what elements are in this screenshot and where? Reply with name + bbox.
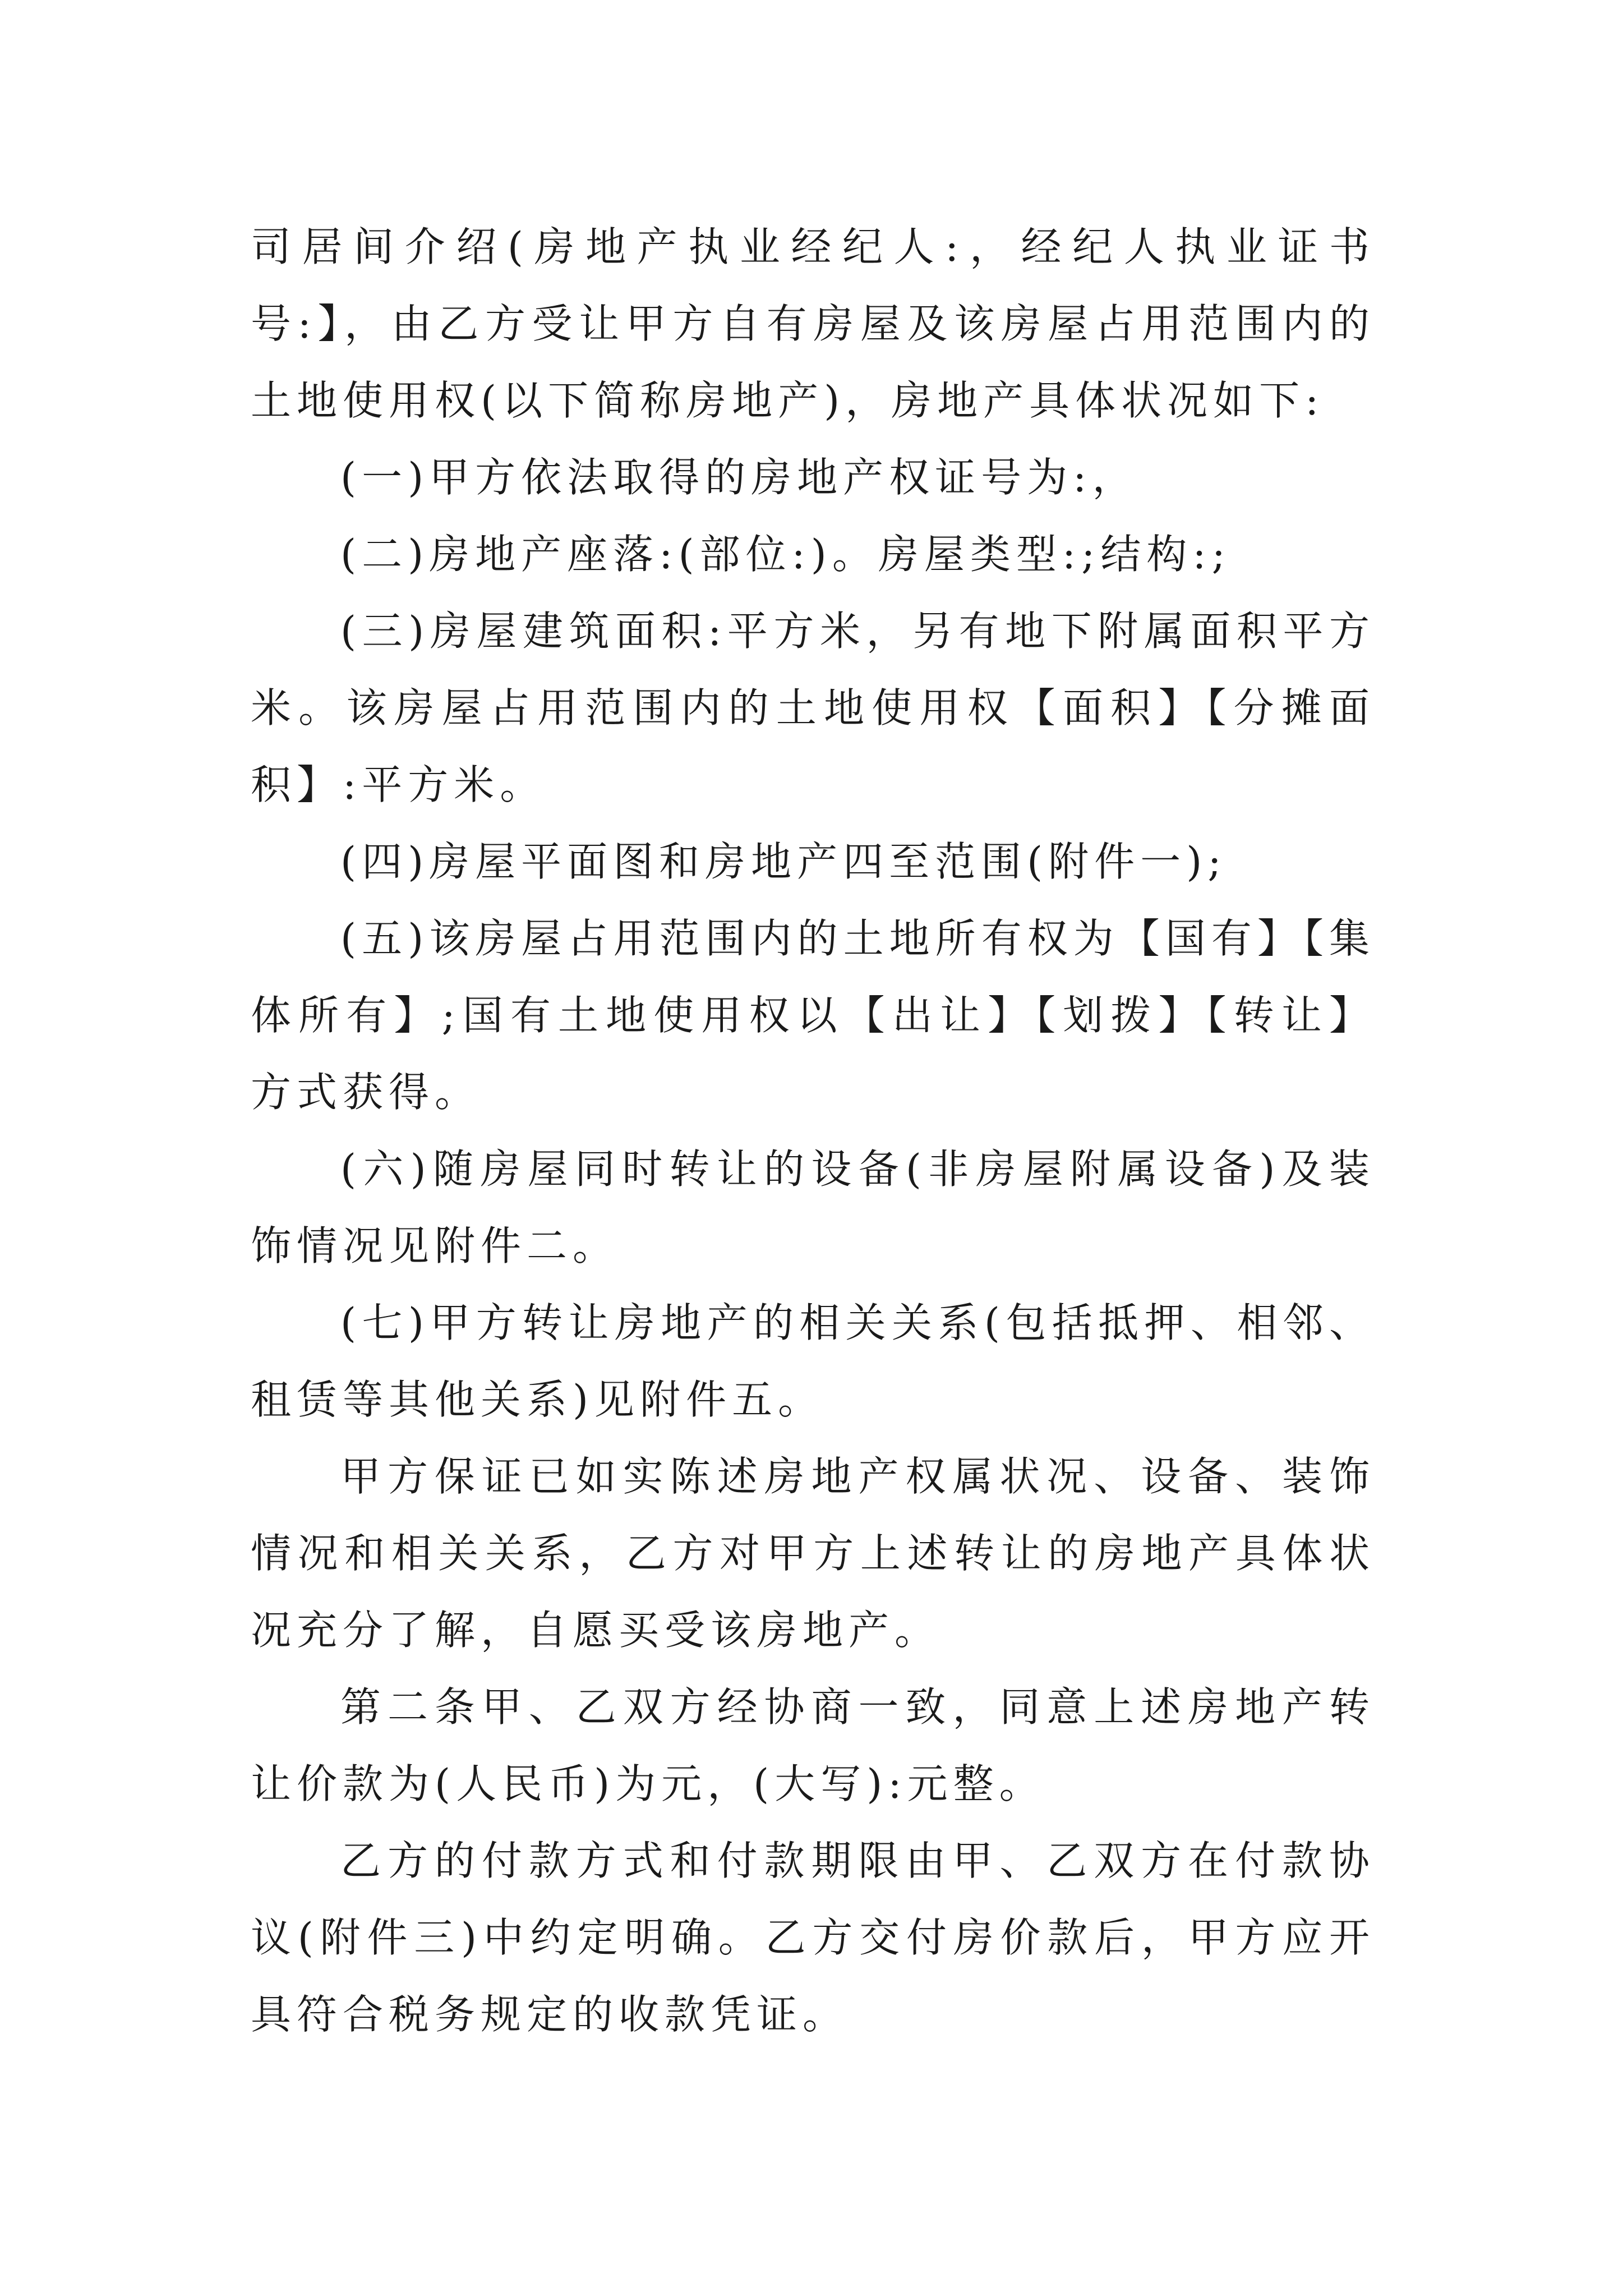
paragraph-item-4: (四)房屋平面图和房地产四至范围(附件一); <box>340 838 1227 885</box>
paragraph-item-1: (一)甲方依法取得的房地产权证号为:， <box>340 454 1138 501</box>
paragraph-item-6: (六)随房屋同时转让的设备(非房屋附属设备)及装饰情况见附件二。 <box>251 1145 1375 1269</box>
paragraph-intro-continued: 司居间介绍(房地产执业经纪人:，经纪人执业证书号:】，由乙方受让甲方自有房屋及该房屋占用范围内的土地使用权(以下简称房地产)，房地产具体状况如下: <box>251 223 1375 424</box>
paragraph-seller-guarantee: 甲方保证已如实陈述房地产权属状况、设备、装饰情况和相关关系，乙方对甲方上述转让的房地产具体状况充分了解，自愿买受该房地产。 <box>251 1453 1375 1654</box>
paragraph-payment-terms: 乙方的付款方式和付款期限由甲、乙双方在付款协议(附件三)中约定明确。乙方交付房价款后，甲方应开具符合税务规定的收款凭证。 <box>251 1837 1375 2038</box>
paragraph-item-3: (三)房屋建筑面积:平方米，另有地下附属面积平方米。该房屋占用范围内的土地使用权【面积】【分摊面积】:平方米。 <box>251 608 1375 808</box>
document-body <box>251 209 1375 2053</box>
paragraph-item-2: (二)房地产座落:(部位:)。房屋类型:;结构:; <box>340 531 1231 578</box>
paragraph-item-7: (七)甲方转让房地产的相关关系(包括抵押、相邻、租赁等其他关系)见附件五。 <box>251 1299 1375 1423</box>
paragraph-item-5: (五)该房屋占用范围内的土地所有权为【国有】【集体所有】;国有土地使用权以【出让】【划拨】【转让】方式获得。 <box>251 915 1375 1116</box>
paragraph-article-2: 第二条甲、乙双方经协商一致，同意上述房地产转让价款为(人民币)为元，(大写):元整。 <box>251 1683 1375 1807</box>
